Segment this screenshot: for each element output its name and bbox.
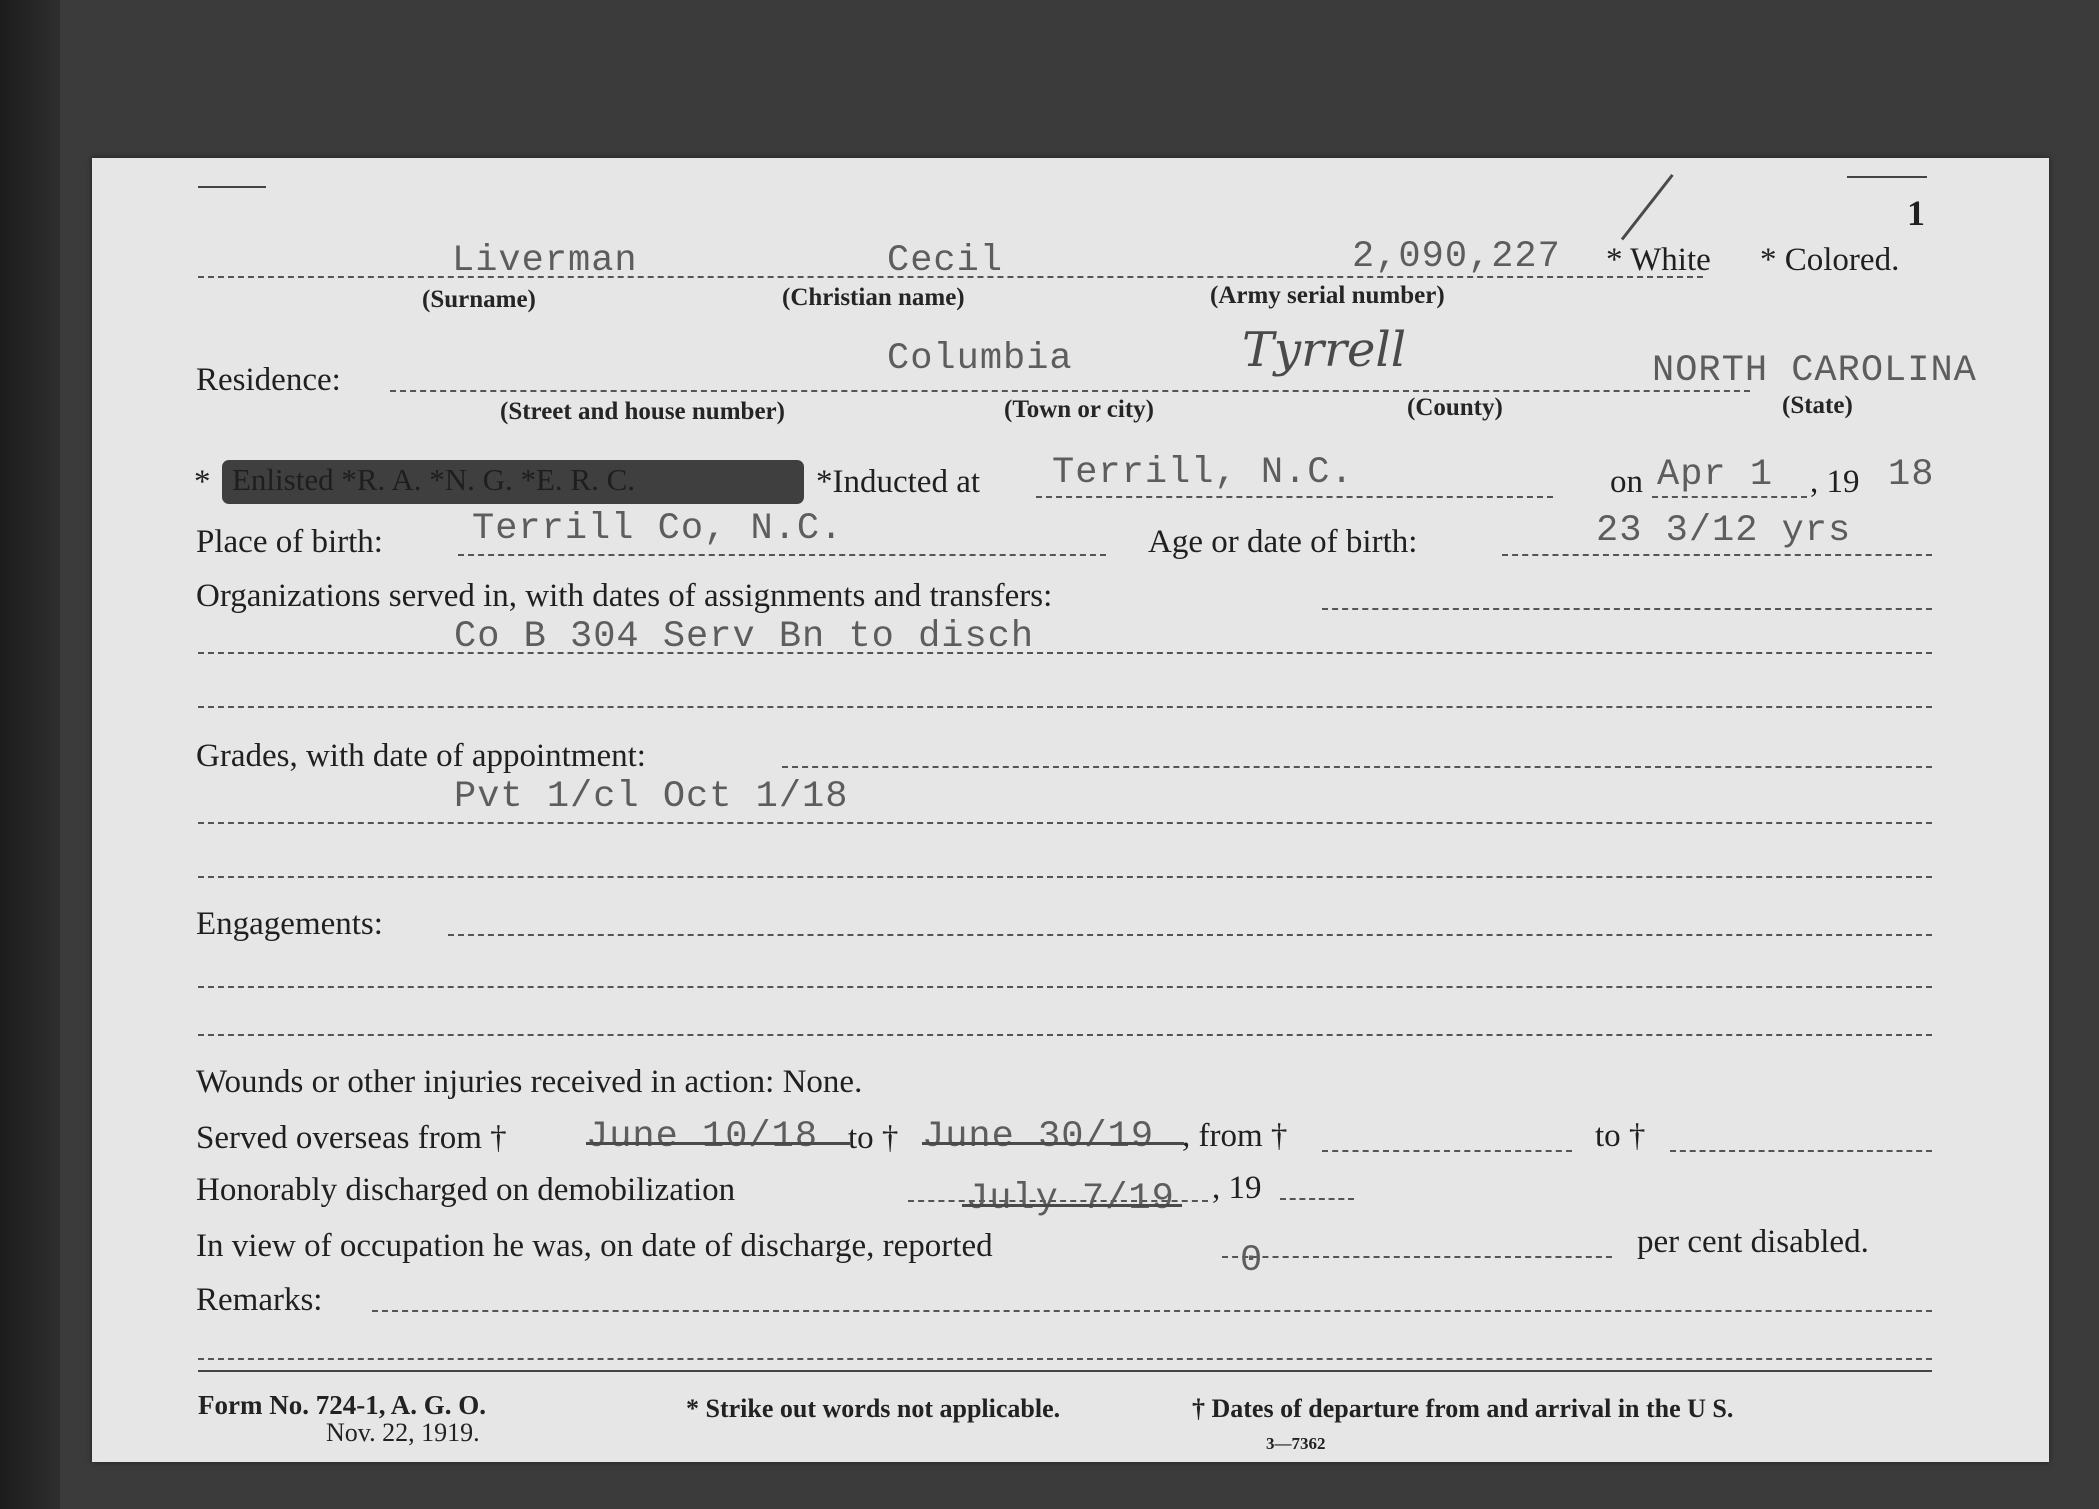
inducted-place-value: Terrill, N.C.: [1052, 452, 1354, 494]
organizations-line-1: [1322, 608, 1932, 610]
overseas-label: Served overseas from †: [196, 1120, 507, 1156]
residence-label: Residence:: [196, 362, 341, 398]
race-colored-option: * Colored.: [1760, 242, 1900, 278]
serial-number-caption: (Army serial number): [1210, 282, 1445, 309]
age-value: 23 3/12 yrs: [1596, 510, 1852, 552]
form-date: Nov. 22, 1919.: [326, 1418, 480, 1447]
organizations-label: Organizations served in, with dates of assignments and transfers:: [196, 578, 1053, 614]
race-white-option: * White: [1606, 242, 1711, 278]
engagements-line-2: [198, 986, 1932, 988]
engagements-line-1: [448, 934, 1932, 936]
inducted-place-line: [1036, 496, 1553, 498]
engagements-label: Engagements:: [196, 906, 383, 942]
top-left-rule: [198, 186, 266, 188]
overseas-from2-label: , from †: [1182, 1118, 1288, 1154]
surname-caption: (Surname): [422, 286, 536, 313]
induction-date-line: [1652, 496, 1807, 498]
wounds-label: Wounds or other injuries received in action: None.: [196, 1064, 863, 1100]
footer-rule: [198, 1370, 1932, 1372]
form-number: Form No. 724-1, A. G. O.: [198, 1390, 486, 1420]
card-number: 1: [1907, 193, 1925, 233]
remarks-line-1: [372, 1310, 1932, 1312]
surname-value: Liverman: [452, 240, 638, 282]
overseas-from-strike: [586, 1142, 850, 1145]
town-caption: (Town or city): [1004, 396, 1154, 423]
age-line: [1502, 554, 1932, 556]
organizations-value: Co B 304 Serv Bn to disch: [454, 616, 1035, 658]
overseas-to-label: to †: [848, 1120, 899, 1156]
discharge-year-line: [1280, 1198, 1354, 1200]
induction-star: *: [194, 464, 211, 500]
christian-name-value: Cecil: [887, 240, 1004, 282]
top-right-rule: [1847, 176, 1927, 178]
overseas-to-value: June 30/19: [922, 1116, 1155, 1158]
grades-label: Grades, with date of appointment:: [196, 738, 646, 774]
service-record-card: [92, 158, 2049, 1462]
engagements-line-3: [198, 1034, 1932, 1036]
disability-label: In view of occupation he was, on date of discharge, reported: [196, 1228, 993, 1264]
christian-name-caption: (Christian name): [782, 284, 965, 311]
induction-year-value: 18: [1888, 454, 1935, 496]
print-code: 3—7362: [1266, 1434, 1326, 1453]
grades-value: Pvt 1/cl Oct 1/18: [454, 776, 849, 818]
serial-number-value: 2,090,227: [1352, 236, 1561, 278]
residence-county-value: Tyrrell: [1242, 322, 1407, 378]
inducted-at-label: *Inducted at: [816, 464, 981, 500]
grades-line-3: [198, 876, 1932, 878]
dates-note: † Dates of departure from and arrival in the U S.: [1192, 1394, 1734, 1423]
organizations-line-3: [198, 706, 1932, 708]
overseas-from-value: June 10/18: [586, 1116, 819, 1158]
grades-line-1: [782, 766, 1932, 768]
residence-town-value: Columbia: [887, 338, 1073, 380]
place-of-birth-label: Place of birth:: [196, 524, 383, 560]
residence-line: [390, 390, 1750, 392]
disability-line: [1222, 1256, 1612, 1258]
disability-suffix: per cent disabled.: [1637, 1224, 1869, 1260]
induction-year-prefix: , 19: [1810, 464, 1860, 500]
age-label: Age or date of birth:: [1148, 524, 1418, 560]
remarks-label: Remarks:: [196, 1282, 323, 1318]
state-caption: (State): [1782, 392, 1853, 419]
enlisted-struck-text: Enlisted *R. A. *N. G. *E. R. C.: [232, 462, 636, 497]
overseas-to-strike: [922, 1142, 1184, 1145]
race-white-strike: [1621, 174, 1674, 240]
strike-note: * Strike out words not applicable.: [686, 1394, 1061, 1423]
discharge-strike: [962, 1204, 1182, 1207]
discharge-value: July 7/19: [966, 1178, 1175, 1220]
place-of-birth-value: Terrill Co, N.C.: [472, 508, 844, 550]
street-caption: (Street and house number): [500, 398, 785, 425]
discharge-year-prefix: , 19: [1212, 1170, 1262, 1206]
scan-edge: [0, 0, 60, 1509]
induction-date-value: Apr 1: [1657, 454, 1774, 496]
grades-line-2: [198, 822, 1932, 824]
overseas-to2-line: [1670, 1150, 1932, 1152]
disability-value: 0: [1240, 1240, 1264, 1282]
residence-state-value: NORTH CAROLINA: [1652, 350, 1977, 392]
remarks-line-2: [198, 1358, 1932, 1360]
overseas-to2-label: to †: [1595, 1118, 1646, 1154]
overseas-from2-line: [1322, 1150, 1572, 1152]
on-label: on: [1610, 464, 1643, 500]
discharge-label: Honorably discharged on demobilization: [196, 1172, 736, 1208]
place-of-birth-line: [458, 554, 1106, 556]
organizations-line-2: [198, 652, 1932, 654]
county-caption: (County): [1407, 394, 1503, 421]
